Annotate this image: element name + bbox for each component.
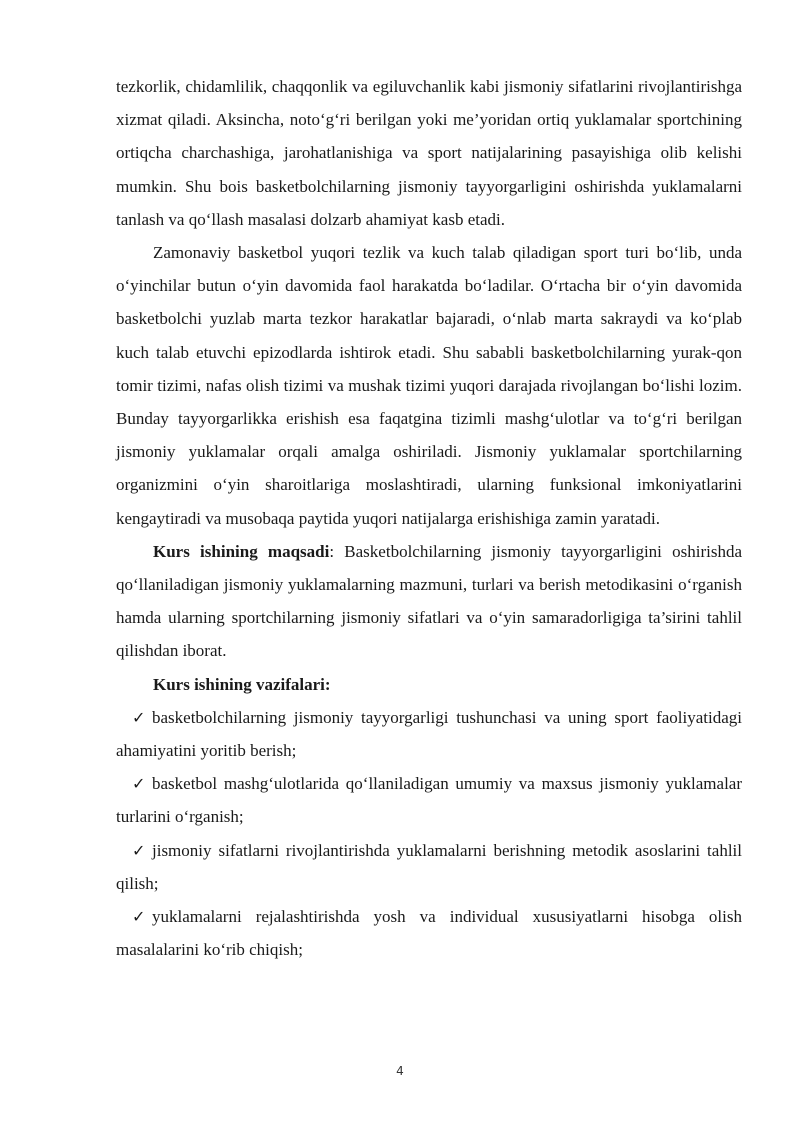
checkmark-icon: ✓ — [132, 774, 146, 794]
checkmark-icon: ✓ — [132, 840, 146, 860]
paragraph-modern-basketball: Zamonaviy basketbol yuqori tezlik va kuch talab qiladigan sport turi bo‘lib, unda o‘yinchilar butun o‘yin davomida faol harakatda bo‘ladilar. O‘rtacha bir o‘yin davomida basketbolchi yuzlab marta tezkor harakatlar bajaradi, o‘nlab marta sakraydi va ko‘plab kuch talab etuvchi epizodlarda ishtirok etadi. Shu sababli basketbolchilarning yurak-qon tomir tizimi, nafas olish tizimi va mushak tizimi yuqori darajada rivojlangan bo‘lishi lozim. Bunday tayyorgarlikka erishish esa faqatgina tizimli mashg‘ulotlar va to‘g‘ri berilgan jismoniy yuklamalar orqali amalga oshiriladi. Jismoniy yuklamalar sportchilarning organizmini o‘yin sharoitlariga moslashtiradi, ularning funksional imkoniyatlarini kengaytiradi va musobaqa paytida yuqori natijalarga erishishiga zamin yaratadi. — [116, 243, 742, 528]
task-item — [116, 701, 742, 767]
goal-separator: : — [329, 541, 335, 561]
task-text: basketbolchilarning jismoniy tayyorgarligi tushunchasi va uning sport faoliyatidagi ahamiyatini yoritib berish; — [116, 707, 742, 761]
checkmark-icon: ✓ — [132, 707, 146, 727]
task-item — [116, 834, 742, 900]
goal-label: Kurs ishining maqsadi — [153, 541, 330, 561]
checkmark-icon: ✓ — [132, 907, 146, 927]
task-text: basketbol mashg‘ulotlarida qo‘llaniladigan umumiy va maxsus jismoniy yuklamalar turlarini o‘rganish; — [116, 774, 742, 827]
paragraph-intro-continuation: tezkorlik, chidamlilik, chaqqonlik va egiluvchanlik kabi jismoniy sifatlarini rivojlantirishga xizmat qiladi. Aksincha, noto‘g‘ri berilgan yoki me’yoridan ortiq yuklamalar sportchining ortiqcha charchashiga, jarohatlanishiga va sport natijalarining pasayishiga olib kelishi mumkin. Shu bois basketbolchilarning jismoniy tayyorgarligini oshirishda yuklamalarni tanlash va qo‘llash masalasi dolzarb ahamiyat kasb etadi. — [116, 77, 742, 229]
task-item — [116, 900, 742, 966]
task-item — [116, 767, 742, 833]
tasks-heading: Kurs ishining vazifalari: — [153, 674, 331, 694]
paragraph-course-goal — [116, 535, 742, 668]
task-text: yuklamalarni rejalashtirishda yosh va individual xususiyatlarni hisobga olish masalalarini ko‘rib chiqish; — [116, 907, 742, 960]
page-body — [116, 70, 742, 966]
task-text: jismoniy sifatlarni rivojlantirishda yuklamalarni berishning metodik asoslarini tahlil qilish; — [116, 840, 742, 893]
page-number: 4 — [396, 1064, 404, 1078]
goal-text: Basketbolchilarning jismoniy tayyorgarligini oshirishda qo‘llaniladigan jismoniy yuklamalarning mazmuni, turlari va berish metodikasini o‘rganish hamda ularning sportchilarning jismoniy sifatlari va o‘yin samaradorligiga ta’sirini tahlil qilishdan iborat. — [116, 541, 742, 661]
